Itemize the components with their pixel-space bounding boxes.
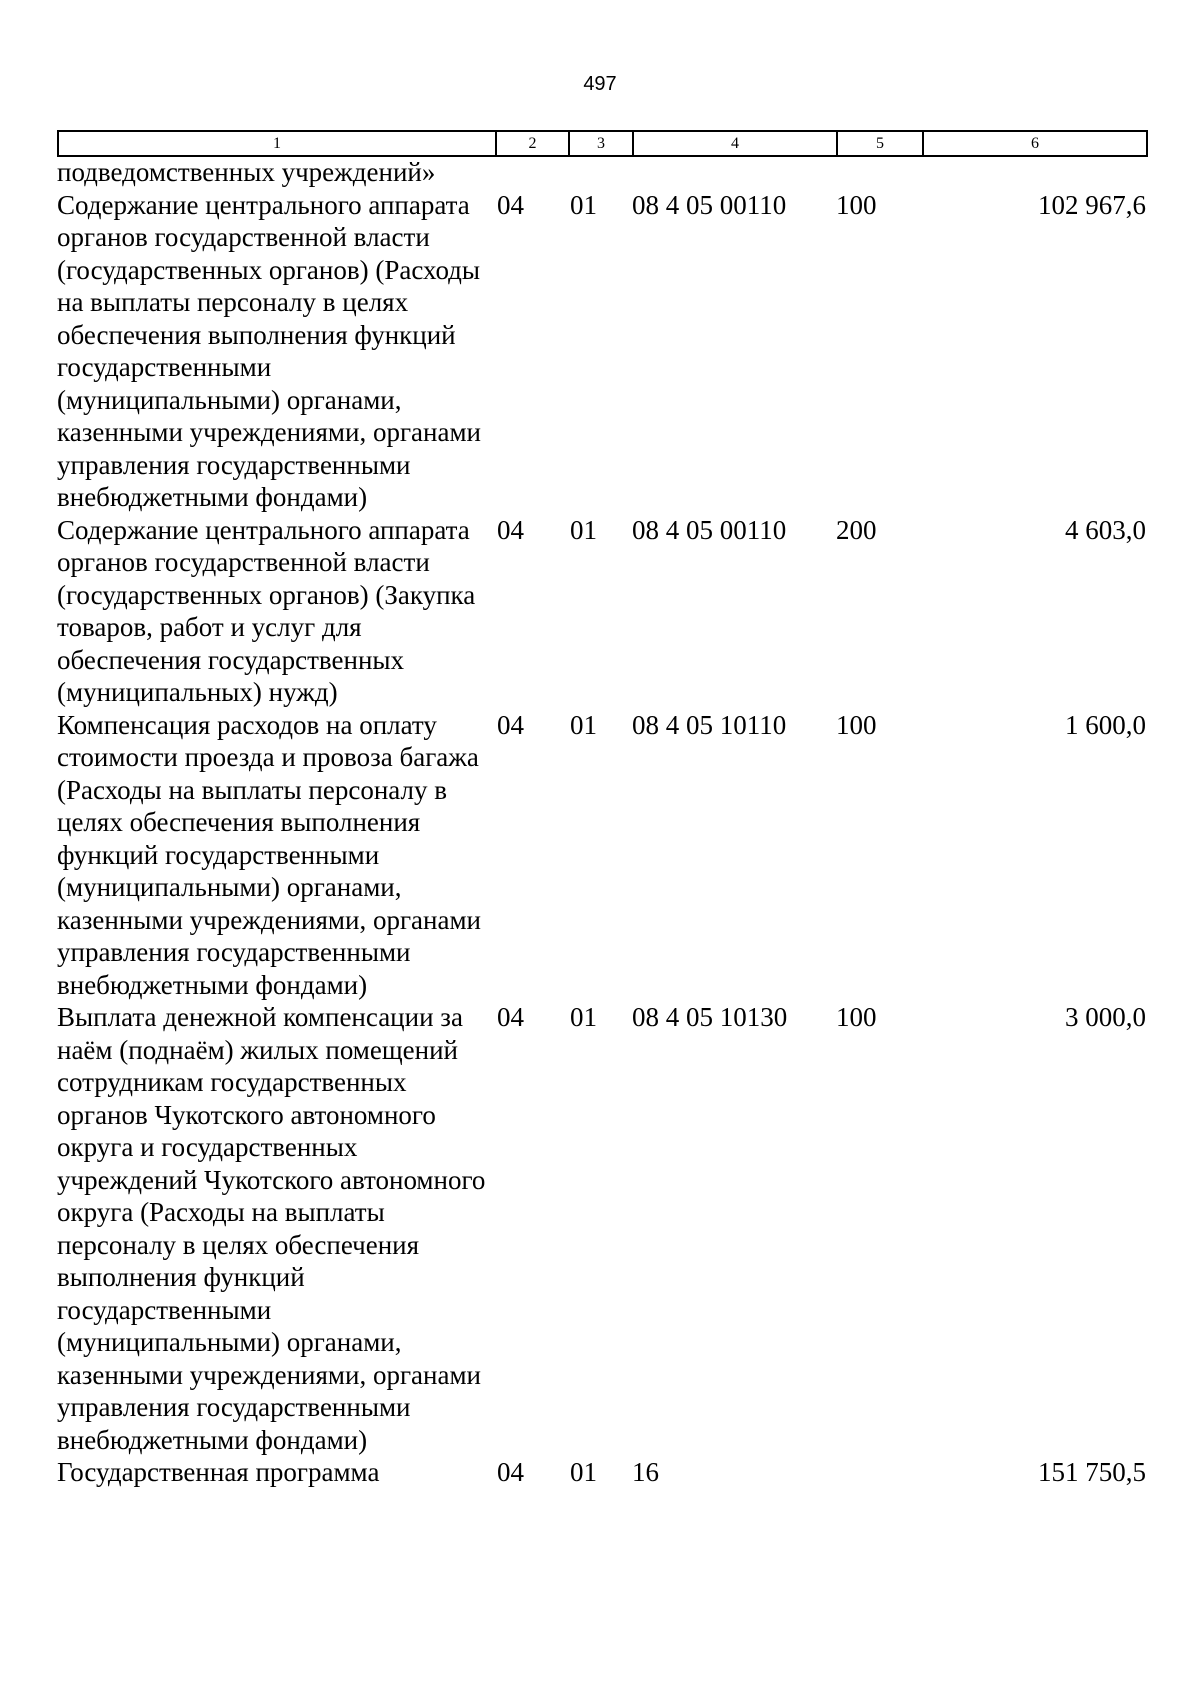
row-section <box>495 156 568 189</box>
row-target-article: 08 4 05 00110 <box>632 514 787 545</box>
row-section: 04 <box>497 1002 524 1032</box>
row-expense-type: 200 <box>836 514 877 545</box>
row-name: Выплата денежной компенсации за наём (поднаём) жилых помещений сотрудникам государственных органов Чукотского автономного округа и государственных учреждений Чукотского автономного округа (Расходы на выплаты персоналу в целях обеспечения выполнения функций государственными (муниципальными) органами, казенными учреждениями, органами управления государственными внебюджетными фондами) <box>57 1002 486 1455</box>
row-name: Компенсация расходов на оплату стоимости проезда и провоза багажа (Расходы на выплаты персоналу в целях обеспечения выполнения функций государственными (муниципальными) органами, казенными учреждениями, органами управления государственными внебюджетными фондами) <box>57 709 481 1000</box>
row-subsection: 01 <box>570 514 597 545</box>
page-number: 497 <box>583 73 617 95</box>
column-header-1: 1 <box>58 131 496 156</box>
row-target-article: 16 <box>632 1457 659 1487</box>
row-amount: 102 967,6 <box>1038 189 1146 220</box>
table-row <box>57 189 1146 514</box>
column-header-6: 6 <box>923 131 1147 156</box>
row-expense-type <box>836 1456 922 1489</box>
column-header-5: 5 <box>837 131 923 156</box>
column-header-3: 3 <box>569 131 633 156</box>
row-subsection: 01 <box>570 709 597 740</box>
column-header-2: 2 <box>496 131 569 156</box>
row-name: Содержание центрального аппарата органов государственной власти (государственных органов) (Закупка товаров, работ и услуг для обеспечения государственных (муниципальных) нужд) <box>57 514 476 707</box>
table-row <box>57 1456 1146 1489</box>
row-subsection <box>568 156 632 189</box>
column-header-row <box>58 131 1147 156</box>
budget-table <box>57 156 1146 1489</box>
row-section: 04 <box>497 514 524 545</box>
row-amount <box>922 156 1146 189</box>
row-subsection: 01 <box>570 1457 597 1487</box>
row-section: 04 <box>497 1457 524 1487</box>
row-subsection: 01 <box>570 189 597 220</box>
row-subsection: 01 <box>570 1002 597 1032</box>
row-target-article <box>632 156 836 189</box>
row-amount: 4 603,0 <box>1065 514 1146 545</box>
table-row <box>57 709 1146 1002</box>
row-expense-type: 100 <box>836 189 877 220</box>
table-row <box>57 1001 1146 1456</box>
table-row <box>57 156 1146 189</box>
row-amount: 3 000,0 <box>1065 1002 1146 1032</box>
row-expense-type: 100 <box>836 1002 877 1032</box>
row-name: Содержание центрального аппарата органов государственной власти (государственных органов) (Расходы на выплаты персоналу в целях обеспечения выполнения функций государственными (муниципальными) органами, казенными учреждениями, органами управления государственными внебюджетными фондами) <box>57 189 481 512</box>
row-amount: 151 750,5 <box>1038 1457 1146 1487</box>
table-row <box>57 514 1146 709</box>
row-target-article: 08 4 05 10110 <box>632 709 787 740</box>
column-header-table <box>57 130 1148 157</box>
row-target-article: 08 4 05 10130 <box>632 1002 788 1032</box>
column-header-4: 4 <box>633 131 837 156</box>
row-section: 04 <box>497 189 524 220</box>
row-amount: 1 600,0 <box>1065 709 1146 740</box>
row-expense-type <box>836 156 922 189</box>
row-target-article: 08 4 05 00110 <box>632 189 787 220</box>
row-section: 04 <box>497 709 524 740</box>
row-name: Государственная программа <box>57 1457 380 1487</box>
row-expense-type: 100 <box>836 709 877 740</box>
row-name: подведомственных учреждений» <box>57 157 436 187</box>
